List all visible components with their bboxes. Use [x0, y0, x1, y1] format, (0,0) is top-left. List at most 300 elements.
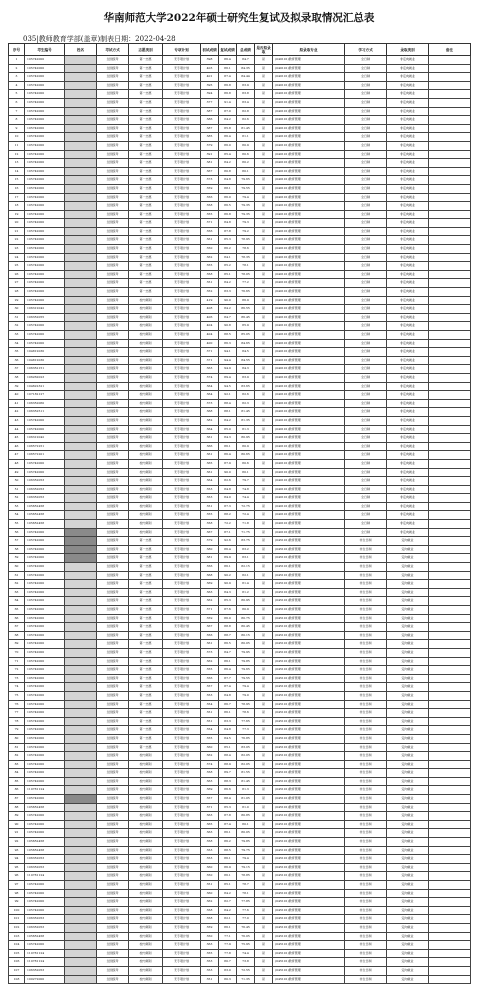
remarks-cell: [429, 846, 471, 855]
seq-cell: 10: [9, 133, 25, 142]
prelim-score-cell: 374: [201, 373, 219, 382]
prelim-score-cell: 394: [201, 90, 219, 99]
admission-type-cell: 非定向就业: [387, 468, 429, 477]
remarks-cell: [429, 820, 471, 829]
candidate-id-cell: 106352151: [25, 365, 65, 374]
preference-cell: 校内调剂: [129, 477, 163, 486]
remarks-cell: [429, 98, 471, 107]
admission-type-cell: 定向就业: [387, 717, 429, 726]
preference-cell: 第一志愿: [129, 124, 163, 133]
study-mode-cell: 全日制: [345, 348, 387, 357]
retest-score-cell: 86.1: [219, 657, 237, 666]
table-row: [9, 795, 471, 804]
table-row: [9, 348, 471, 357]
exam-mode-cell: 全国统考: [97, 614, 129, 623]
seq-cell: 53: [9, 502, 25, 511]
admitted-cell: 是: [255, 288, 273, 297]
prelim-score-cell: 365: [201, 820, 219, 829]
remarks-cell: [429, 648, 471, 657]
retest-score-cell: 90.0: [219, 296, 237, 305]
major-cell: (045101)教育管理: [273, 803, 345, 812]
admission-type-cell: 非定向就业: [387, 399, 429, 408]
remarks-cell: [429, 159, 471, 168]
preference-cell: 校内调剂: [129, 313, 163, 322]
remarks-cell: [429, 56, 471, 65]
candidate-id-cell: 105742000: [25, 623, 65, 632]
name-cell: [65, 73, 97, 82]
remarks-cell: [429, 683, 471, 692]
total-score-cell: 82.3: [237, 399, 255, 408]
exam-mode-cell: 全国统考: [97, 365, 129, 374]
admission-type-cell: 定向就业: [387, 752, 429, 761]
admission-type-cell: 定向就业: [387, 786, 429, 795]
admission-type-cell: 定向就业: [387, 795, 429, 804]
candidate-id-cell: 105742000: [25, 820, 65, 829]
total-score-cell: 73.8: [237, 958, 255, 967]
major-cell: (040101)教育管理: [273, 434, 345, 443]
preference-cell: 第一志愿: [129, 245, 163, 254]
special-plan-cell: 无专项计划: [163, 236, 201, 245]
special-plan-cell: 无专项计划: [163, 777, 201, 786]
seq-cell: 9: [9, 124, 25, 133]
prelim-score-cell: 371: [201, 219, 219, 228]
seq-cell: 93: [9, 846, 25, 855]
prelim-score-cell: 354: [201, 726, 219, 735]
prelim-score-cell: 367: [201, 528, 219, 537]
candidate-id-cell: 105742000: [25, 116, 65, 125]
name-cell: [65, 769, 97, 778]
seq-cell: 74: [9, 683, 25, 692]
prelim-score-cell: 366: [201, 442, 219, 451]
special-plan-cell: 无专项计划: [163, 846, 201, 855]
special-plan-cell: 无专项计划: [163, 563, 201, 572]
total-score-cell: 71.35: [237, 975, 255, 984]
exam-mode-cell: 全国统考: [97, 141, 129, 150]
admitted-cell: 是: [255, 734, 273, 743]
preference-cell: 校内调剂: [129, 382, 163, 391]
admitted-cell: 是: [255, 683, 273, 692]
name-cell: [65, 752, 97, 761]
special-plan-cell: 无专项计划: [163, 657, 201, 666]
total-score-cell: 79.85: [237, 838, 255, 847]
major-cell: (040101)教育管理: [273, 288, 345, 297]
prelim-score-cell: 360: [201, 889, 219, 898]
study-mode-cell: 非全日制: [345, 829, 387, 838]
seq-cell: 105: [9, 949, 25, 958]
remarks-cell: [429, 459, 471, 468]
remarks-cell: [429, 966, 471, 975]
remarks-cell: [429, 597, 471, 606]
name-cell: [65, 468, 97, 477]
header-prelim-score: 初试成绩: [201, 44, 219, 56]
name-cell: [65, 107, 97, 116]
preference-cell: 校内调剂: [129, 485, 163, 494]
special-plan-cell: 无专项计划: [163, 382, 201, 391]
retest-score-cell: 84.2: [219, 889, 237, 898]
remarks-cell: [429, 898, 471, 907]
special-plan-cell: 无专项计划: [163, 365, 201, 374]
preference-cell: 第一志愿: [129, 571, 163, 580]
retest-score-cell: 87.9: [219, 459, 237, 468]
name-cell: [65, 580, 97, 589]
seq-cell: 49: [9, 468, 25, 477]
major-cell: (045101)教育管理: [273, 674, 345, 683]
total-score-cell: 80.05: [237, 829, 255, 838]
major-cell: (045101)教育管理: [273, 881, 345, 890]
exam-mode-cell: 全国统考: [97, 520, 129, 529]
total-score-cell: 82.6: [237, 116, 255, 125]
admission-type-cell: 定向就业: [387, 760, 429, 769]
admitted-cell: 是: [255, 313, 273, 322]
total-score-cell: 80.9: [237, 141, 255, 150]
remarks-cell: [429, 906, 471, 915]
admission-type-cell: 定向就业: [387, 889, 429, 898]
prelim-score-cell: 363: [201, 829, 219, 838]
admitted-cell: 是: [255, 915, 273, 924]
special-plan-cell: 无专项计划: [163, 597, 201, 606]
special-plan-cell: 无专项计划: [163, 520, 201, 529]
remarks-cell: [429, 124, 471, 133]
name-cell: [65, 889, 97, 898]
table-row: [9, 502, 471, 511]
special-plan-cell: 无专项计划: [163, 502, 201, 511]
seq-cell: 52: [9, 494, 25, 503]
total-score-cell: 79.3: [237, 219, 255, 228]
admission-type-cell: 非定向就业: [387, 245, 429, 254]
candidate-id-cell: 105742000: [25, 898, 65, 907]
remarks-cell: [429, 941, 471, 950]
table-row: [9, 288, 471, 297]
prelim-score-cell: 352: [201, 288, 219, 297]
special-plan-cell: 无专项计划: [163, 322, 201, 331]
preference-cell: 第一志愿: [129, 623, 163, 632]
special-plan-cell: 无专项计划: [163, 838, 201, 847]
seq-cell: 95: [9, 863, 25, 872]
admission-type-cell: 非定向就业: [387, 331, 429, 340]
preference-cell: 校内调剂: [129, 932, 163, 941]
prelim-score-cell: 356: [201, 631, 219, 640]
prelim-score-cell: 362: [201, 898, 219, 907]
special-plan-cell: 无专项计划: [163, 219, 201, 228]
candidate-id-cell: 105742000: [25, 227, 65, 236]
study-mode-cell: 全日制: [345, 210, 387, 219]
admitted-cell: 是: [255, 296, 273, 305]
table-row: [9, 838, 471, 847]
seq-cell: 79: [9, 726, 25, 735]
table-row: [9, 253, 471, 262]
name-cell: [65, 786, 97, 795]
study-mode-cell: 全日制: [345, 459, 387, 468]
table-row: [9, 64, 471, 73]
name-cell: [65, 958, 97, 967]
study-mode-cell: 非全日制: [345, 648, 387, 657]
prelim-score-cell: 398: [201, 56, 219, 65]
seq-cell: 87: [9, 795, 25, 804]
table-row: [9, 416, 471, 425]
name-cell: [65, 373, 97, 382]
preference-cell: 第一志愿: [129, 90, 163, 99]
exam-mode-cell: 全国统考: [97, 545, 129, 554]
admission-type-cell: 定向就业: [387, 648, 429, 657]
special-plan-cell: 无专项计划: [163, 210, 201, 219]
admission-type-cell: 非定向就业: [387, 202, 429, 211]
admitted-cell: 是: [255, 700, 273, 709]
total-score-cell: 80.15: [237, 631, 255, 640]
candidate-id-cell: 105742000: [25, 700, 65, 709]
special-plan-cell: 无专项计划: [163, 184, 201, 193]
admission-type-cell: 非定向就业: [387, 64, 429, 73]
retest-score-cell: 86.0: [219, 193, 237, 202]
name-cell: [65, 348, 97, 357]
remarks-cell: [429, 881, 471, 890]
remarks-cell: [429, 863, 471, 872]
header-seq: 序号: [9, 44, 25, 56]
exam-mode-cell: 全国统考: [97, 580, 129, 589]
admitted-cell: 是: [255, 356, 273, 365]
total-score-cell: 77.85: [237, 898, 255, 907]
major-cell: (045101)教育管理: [273, 786, 345, 795]
major-cell: (040101)教育管理: [273, 408, 345, 417]
prelim-score-cell: 367: [201, 167, 219, 176]
major-cell: (045101)教育管理: [273, 571, 345, 580]
preference-cell: 第一志愿: [129, 726, 163, 735]
name-cell: [65, 219, 97, 228]
admission-type-cell: 定向就业: [387, 872, 429, 881]
remarks-cell: [429, 520, 471, 529]
special-plan-cell: 无专项计划: [163, 494, 201, 503]
total-score-cell: 82.6: [237, 391, 255, 400]
candidate-id-cell: 105742000: [25, 571, 65, 580]
total-score-cell: 76.45: [237, 923, 255, 932]
table-row: [9, 236, 471, 245]
exam-mode-cell: 全国统考: [97, 717, 129, 726]
retest-score-cell: 90.2: [219, 571, 237, 580]
remarks-cell: [429, 949, 471, 958]
candidate-id-cell: 105742000: [25, 648, 65, 657]
retest-score-cell: 84.5: [219, 734, 237, 743]
prelim-score-cell: 355: [201, 262, 219, 271]
seq-cell: 26: [9, 270, 25, 279]
special-plan-cell: 无专项计划: [163, 760, 201, 769]
exam-mode-cell: 全国统考: [97, 863, 129, 872]
special-plan-cell: 无专项计划: [163, 932, 201, 941]
table-row: [9, 305, 471, 314]
name-cell: [65, 459, 97, 468]
study-mode-cell: 非全日制: [345, 975, 387, 984]
admitted-cell: 是: [255, 262, 273, 271]
study-mode-cell: 全日制: [345, 434, 387, 443]
candidate-id-cell: 105742000: [25, 683, 65, 692]
total-score-cell: 75.95: [237, 941, 255, 950]
preference-cell: 校内调剂: [129, 322, 163, 331]
table-row: [9, 391, 471, 400]
prelim-score-cell: 361: [201, 434, 219, 443]
admitted-cell: 是: [255, 606, 273, 615]
seq-cell: 2: [9, 64, 25, 73]
preference-cell: 第一志愿: [129, 56, 163, 65]
study-mode-cell: 非全日制: [345, 666, 387, 675]
prelim-score-cell: 356: [201, 563, 219, 572]
remarks-cell: [429, 726, 471, 735]
admitted-cell: 是: [255, 820, 273, 829]
special-plan-cell: 无专项计划: [163, 262, 201, 271]
remarks-cell: [429, 777, 471, 786]
major-cell: (040101)教育管理: [273, 90, 345, 99]
special-plan-cell: 无专项计划: [163, 485, 201, 494]
admitted-cell: 是: [255, 691, 273, 700]
prelim-score-cell: 355: [201, 949, 219, 958]
name-cell: [65, 141, 97, 150]
special-plan-cell: 无专项计划: [163, 176, 201, 185]
total-score-cell: 80.85: [237, 812, 255, 821]
admitted-cell: 是: [255, 752, 273, 761]
name-cell: [65, 477, 97, 486]
total-score-cell: 80.75: [237, 614, 255, 623]
major-cell: (045101)教育管理: [273, 743, 345, 752]
major-cell: (045101)教育管理: [273, 606, 345, 615]
remarks-cell: [429, 760, 471, 769]
retest-score-cell: 85.3: [219, 803, 237, 812]
admitted-cell: 是: [255, 640, 273, 649]
prelim-score-cell: 358: [201, 520, 219, 529]
name-cell: [65, 829, 97, 838]
study-mode-cell: 非全日制: [345, 700, 387, 709]
remarks-cell: [429, 348, 471, 357]
admitted-cell: 是: [255, 133, 273, 142]
admission-type-cell: 定向就业: [387, 614, 429, 623]
exam-mode-cell: 全国统考: [97, 898, 129, 907]
table-row: [9, 219, 471, 228]
candidate-id-cell: 105742000: [25, 245, 65, 254]
special-plan-cell: 无专项计划: [163, 752, 201, 761]
seq-cell: 56: [9, 528, 25, 537]
admitted-cell: 是: [255, 941, 273, 950]
retest-score-cell: 91.4: [219, 98, 237, 107]
candidate-id-cell: 105742000: [25, 176, 65, 185]
special-plan-cell: 无专项计划: [163, 425, 201, 434]
major-cell: (040101)教育管理: [273, 468, 345, 477]
study-mode-cell: 全日制: [345, 227, 387, 236]
prelim-score-cell: 373: [201, 176, 219, 185]
total-score-cell: 82.05: [237, 752, 255, 761]
retest-score-cell: 84.3: [219, 434, 237, 443]
seq-cell: 102: [9, 923, 25, 932]
retest-score-cell: 84.7: [219, 648, 237, 657]
seq-cell: 1: [9, 56, 25, 65]
department-date-line: 035|教师教育学部(盖章)制表日期：2022-04-28: [23, 35, 176, 43]
admitted-cell: 是: [255, 56, 273, 65]
prelim-score-cell: 350: [201, 932, 219, 941]
study-mode-cell: 全日制: [345, 73, 387, 82]
candidate-id-cell: 105652458: [25, 511, 65, 520]
admitted-cell: 是: [255, 416, 273, 425]
exam-mode-cell: 全国统考: [97, 769, 129, 778]
total-score-cell: 80.95: [237, 597, 255, 606]
retest-score-cell: 88.7: [219, 631, 237, 640]
special-plan-cell: 无专项计划: [163, 64, 201, 73]
retest-score-cell: 77.8: [219, 949, 237, 958]
special-plan-cell: 无专项计划: [163, 820, 201, 829]
major-cell: (040101)教育管理: [273, 451, 345, 460]
retest-score-cell: 86.5: [219, 640, 237, 649]
admitted-cell: 是: [255, 494, 273, 503]
special-plan-cell: 无专项计划: [163, 726, 201, 735]
retest-score-cell: 86.9: [219, 863, 237, 872]
admitted-cell: 是: [255, 167, 273, 176]
remarks-cell: [429, 537, 471, 546]
name-cell: [65, 159, 97, 168]
remarks-cell: [429, 477, 471, 486]
preference-cell: 第一志愿: [129, 709, 163, 718]
seq-cell: 57: [9, 537, 25, 546]
table-row: [9, 528, 471, 537]
admitted-cell: 是: [255, 348, 273, 357]
seq-cell: 82: [9, 752, 25, 761]
remarks-cell: [429, 365, 471, 374]
special-plan-cell: 无专项计划: [163, 356, 201, 365]
prelim-score-cell: 362: [201, 253, 219, 262]
name-cell: [65, 717, 97, 726]
exam-mode-cell: 全国统考: [97, 227, 129, 236]
special-plan-cell: 无专项计划: [163, 588, 201, 597]
major-cell: (040101)教育管理: [273, 245, 345, 254]
major-cell: (040101)教育管理: [273, 322, 345, 331]
retest-score-cell: 90.9: [219, 580, 237, 589]
table-row: [9, 425, 471, 434]
study-mode-cell: 全日制: [345, 253, 387, 262]
name-cell: [65, 382, 97, 391]
retest-score-cell: 85.2: [219, 262, 237, 271]
table-row: [9, 141, 471, 150]
total-score-cell: 78.1: [237, 262, 255, 271]
major-cell: (040101)教育管理: [273, 296, 345, 305]
admission-type-cell: 非定向就业: [387, 288, 429, 297]
table-row: [9, 786, 471, 795]
table-row: [9, 820, 471, 829]
major-cell: (040101)教育管理: [273, 193, 345, 202]
exam-mode-cell: 全国统考: [97, 270, 129, 279]
remarks-cell: [429, 116, 471, 125]
retest-score-cell: 86.7: [219, 700, 237, 709]
prelim-score-cell: 357: [201, 795, 219, 804]
remarks-cell: [429, 305, 471, 314]
retest-score-cell: 84.2: [219, 906, 237, 915]
major-cell: (040101)教育管理: [273, 391, 345, 400]
admission-type-cell: 定向就业: [387, 923, 429, 932]
major-cell: (045101)教育管理: [273, 666, 345, 675]
name-cell: [65, 606, 97, 615]
retest-score-cell: 80.3: [219, 975, 237, 984]
name-cell: [65, 356, 97, 365]
name-cell: [65, 202, 97, 211]
remarks-cell: [429, 657, 471, 666]
table-row: [9, 331, 471, 340]
study-mode-cell: 非全日制: [345, 563, 387, 572]
study-mode-cell: 非全日制: [345, 631, 387, 640]
special-plan-cell: 无专项计划: [163, 872, 201, 881]
exam-mode-cell: 全国统考: [97, 348, 129, 357]
prelim-score-cell: 358: [201, 915, 219, 924]
special-plan-cell: 无专项计划: [163, 949, 201, 958]
remarks-cell: [429, 666, 471, 675]
total-score-cell: 84.5: [237, 348, 255, 357]
admitted-cell: 是: [255, 73, 273, 82]
preference-cell: 校内调剂: [129, 494, 163, 503]
total-score-cell: 78.05: [237, 270, 255, 279]
retest-score-cell: 88.9: [219, 760, 237, 769]
admission-type-cell: 非定向就业: [387, 296, 429, 305]
candidate-id-cell: 106352053: [25, 855, 65, 864]
